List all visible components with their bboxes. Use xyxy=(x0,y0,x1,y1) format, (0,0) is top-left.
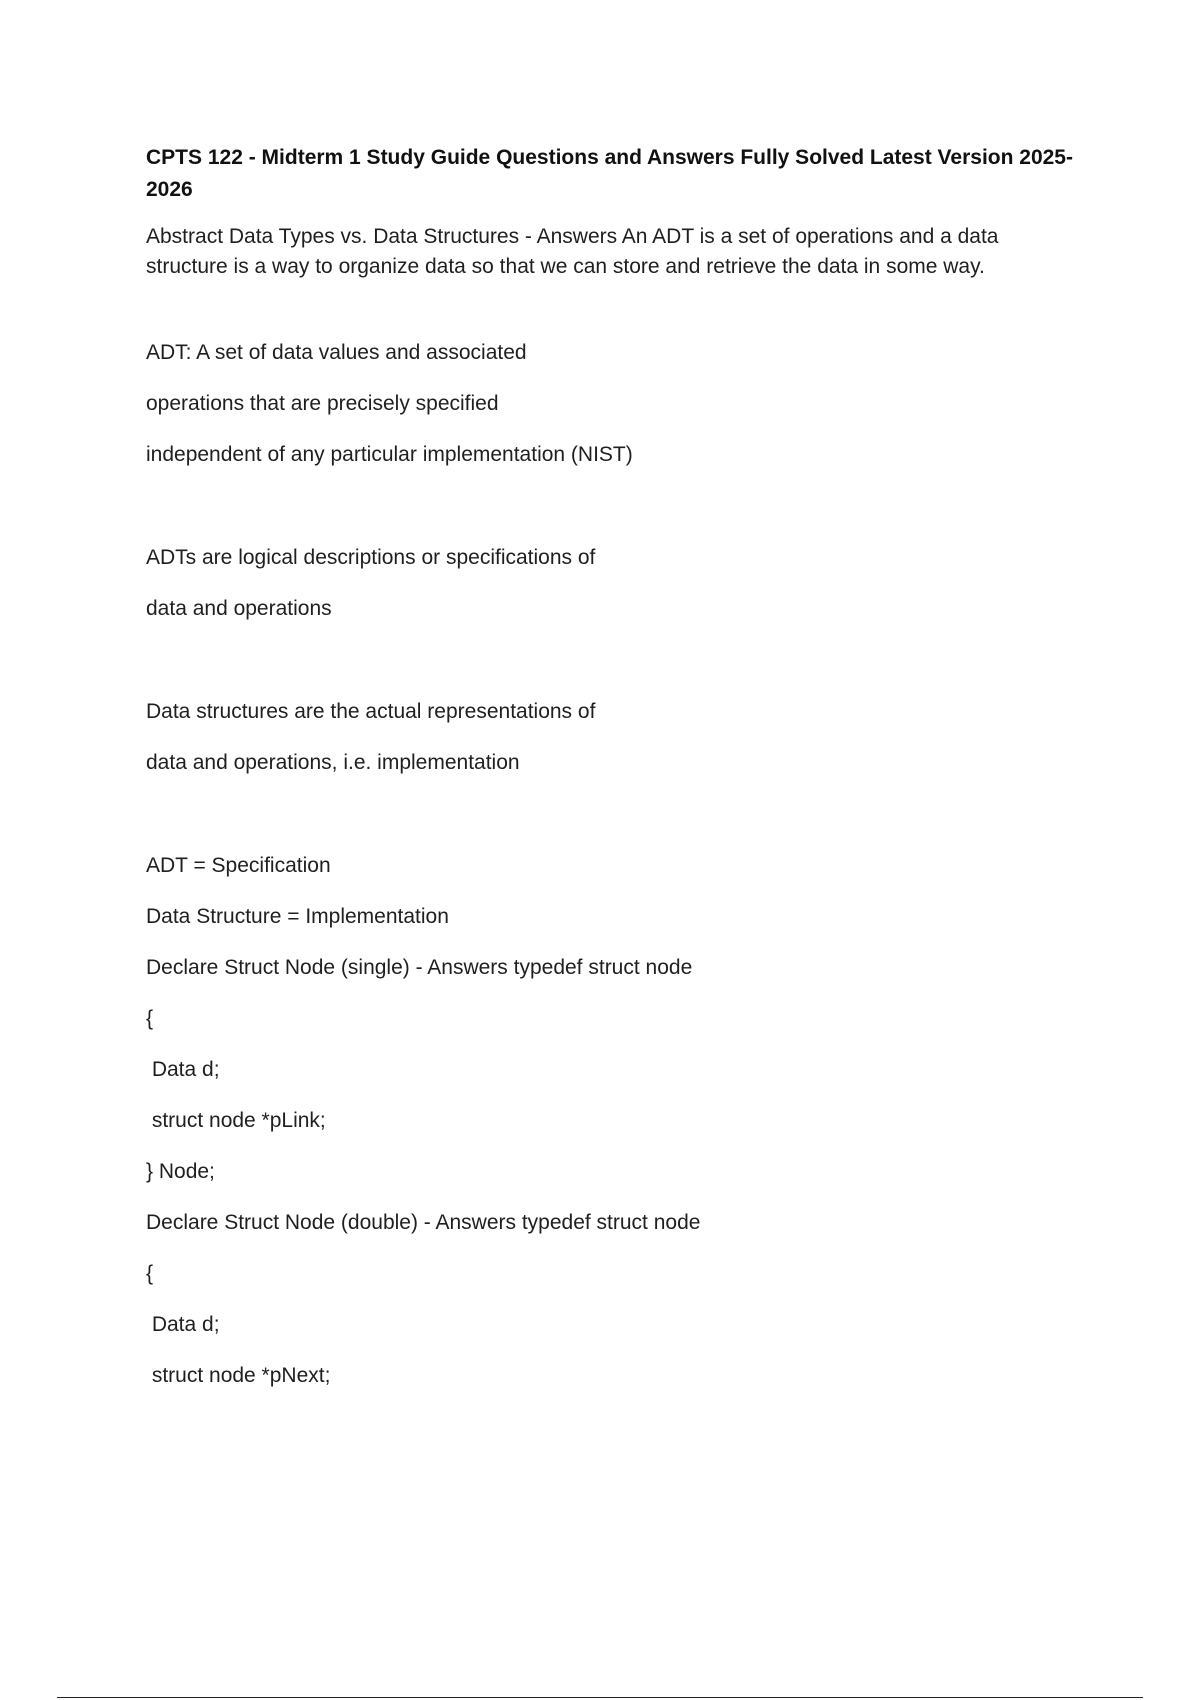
text-line: ADTs are logical descriptions or specifications of xyxy=(146,546,596,569)
spacer xyxy=(146,468,1086,545)
page-bottom-rule xyxy=(57,1697,1143,1698)
adt-definition-block xyxy=(146,340,1086,468)
text-line: operations that are precisely specified xyxy=(146,392,499,415)
text-line: Data Structure = Implementation xyxy=(146,905,449,928)
text-line: data and operations xyxy=(146,597,332,620)
question-line-single: Declare Struct Node (single) - Answers typedef struct node xyxy=(146,956,693,979)
spacer xyxy=(146,282,1086,340)
code-line: Data d; xyxy=(146,1058,220,1081)
data-structures-block xyxy=(146,699,1086,776)
text-line: data and operations, i.e. implementation xyxy=(146,751,520,774)
text-line: independent of any particular implementation (NIST) xyxy=(146,443,633,466)
document-title: CPTS 122 - Midterm 1 Study Guide Questions and Answers Fully Solved Latest Version 2025-2026 xyxy=(146,146,1073,201)
intro-paragraph: Abstract Data Types vs. Data Structures - Answers An ADT is a set of operations and a data structure is a way to organize data so that we can store and retrieve the data in some way. xyxy=(146,225,999,278)
adt-logical-block xyxy=(146,545,1086,622)
struct-node-block xyxy=(146,853,1086,1389)
text-line: ADT = Specification xyxy=(146,854,331,877)
code-line: { xyxy=(146,1262,154,1285)
question-line-double: Declare Struct Node (double) - Answers typedef struct node xyxy=(146,1211,701,1234)
code-line: Data d; xyxy=(146,1313,220,1336)
spacer xyxy=(146,776,1086,853)
code-line: { xyxy=(146,1007,154,1030)
code-line: struct node *pLink; xyxy=(146,1109,326,1132)
spacer xyxy=(146,622,1086,699)
code-line: } Node; xyxy=(146,1160,215,1183)
text-line: ADT: A set of data values and associated xyxy=(146,341,527,364)
code-line: struct node *pNext; xyxy=(146,1364,331,1387)
text-line: Data structures are the actual representations of xyxy=(146,700,596,723)
document-content xyxy=(146,142,1086,1389)
